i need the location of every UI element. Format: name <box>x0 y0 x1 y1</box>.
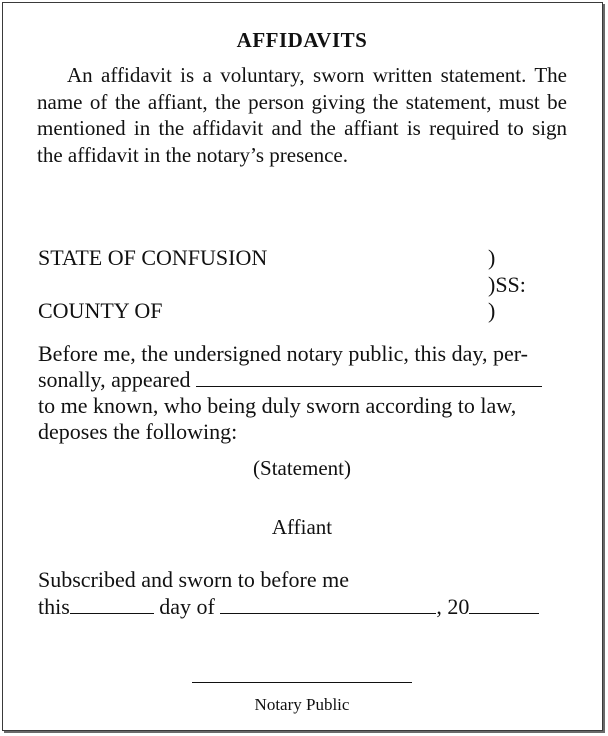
document-title: AFFIDAVITS <box>236 28 368 52</box>
venue-paren-top: ) <box>488 245 496 270</box>
statement-placeholder: (Statement) <box>253 456 351 480</box>
intro-paragraph: An affidavit is a voluntary, sworn written statement. The name of the affiant, the person giving the statement, must be mentioned in the affidavit and the affiant is required to sign the affidavit in the notary’s presence. <box>37 63 567 167</box>
notary-public-label: Notary Public <box>254 695 350 714</box>
year-blank[interactable] <box>469 595 539 614</box>
day-blank[interactable] <box>70 595 154 614</box>
appeared-name-blank[interactable] <box>196 368 542 387</box>
month-blank[interactable] <box>220 595 436 614</box>
affiant-label: Affiant <box>271 515 333 539</box>
venue-county: COUNTY OF <box>38 298 163 323</box>
jurat-line-2 <box>38 594 539 620</box>
jurat-year-prefix: , 20 <box>436 594 470 619</box>
venue-state: STATE OF CONFUSION <box>38 245 268 270</box>
notary-signature-line[interactable] <box>192 682 412 683</box>
body-line-3: to me known, who being duly sworn according to law, <box>38 393 517 418</box>
venue-ss: )SS: <box>488 272 526 297</box>
body-line-4: deposes the following: <box>38 419 238 444</box>
appeared-label: sonally, appeared <box>38 367 191 392</box>
body-line-2 <box>38 367 542 393</box>
venue-paren-bottom: ) <box>488 298 496 323</box>
jurat-this-label: this <box>38 594 70 619</box>
jurat-line-1: Subscribed and sworn to before me <box>38 567 349 592</box>
jurat-day-of-label: day of <box>159 594 215 619</box>
body-line-1: Before me, the undersigned notary public, this day, per- <box>38 341 528 366</box>
